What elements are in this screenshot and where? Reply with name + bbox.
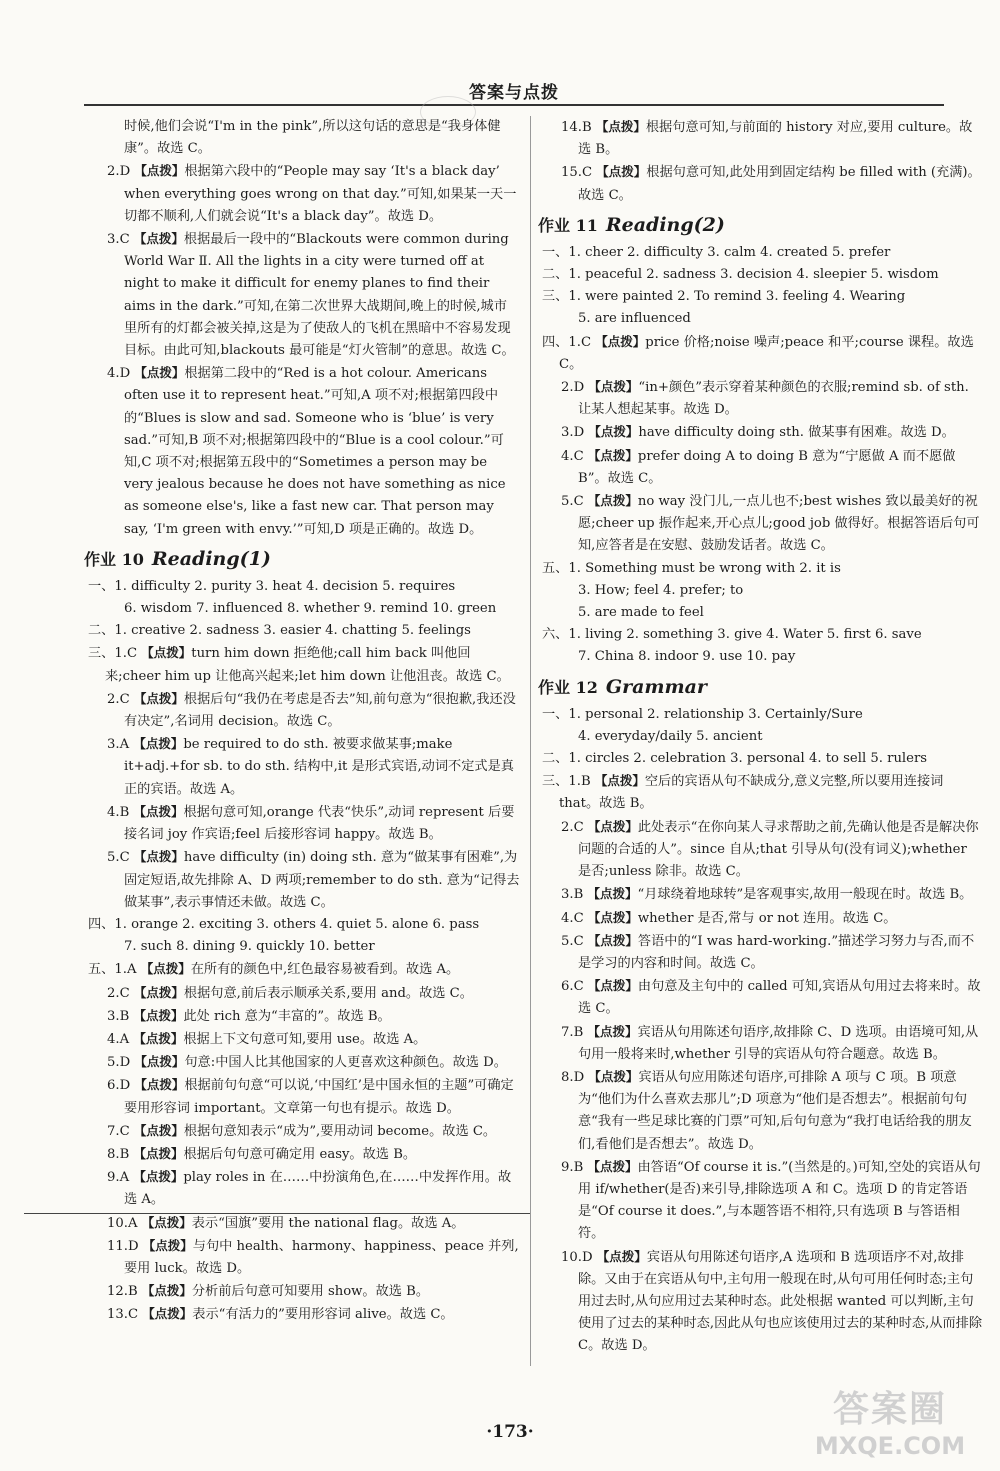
watermark-line2: MXQE.COM (814, 1432, 966, 1460)
answer-line: 3.D 【点拨】have difficulty doing sth. 做某事有困难。故选 D。 (561, 424, 955, 441)
answer-line: 5.C 【点拨】no way 没门儿,一点儿也不;best wishes 致以最美好的祝愿;cheer up 振作起来,开心点儿;good job 做得好。根据答语后句可知,应答者是在安慰、鼓励发话者。故选 C。 (561, 493, 980, 554)
dianbo-marker: 【点拨】 (587, 932, 638, 948)
answer-line: 2.C 【点拨】根据句意,前后表示顺承关系,要用 and。故选 C。 (107, 984, 473, 1001)
answer-line: 3. How; feel 4. prefer; to (578, 582, 744, 598)
answer-line: 3.A 【点拨】be required to do sth. 被要求做某事;make it+adj.+for sb. to do sth. 结构中,it 是形式宾语,动词不定式是真正的宾语。故选 A。 (107, 736, 514, 797)
dianbo-marker: 【点拨】 (133, 849, 184, 865)
answer-line: 11.D 【点拨】与句中 health、harmony、happiness、peace 并列,要用 luck。故选 D。 (107, 1237, 519, 1276)
dianbo-marker: 【点拨】 (133, 1169, 184, 1185)
answer-line: 4.A 【点拨】根据上下文句意可知,要用 use。故选 A。 (107, 1030, 427, 1047)
answer-line: 2.C 【点拨】此处表示“在你向某人寻求帮助之前,先确认他是否是解决你问题的合适的人”。since 自从;that 引导从句(没有词义);whether 是否;unless 除非。故选 C。 (561, 818, 979, 880)
answer-line: 7.B 【点拨】宾语从句用陈述句语序,故排除 C、D 选项。由语境可知,从句用一般将来时,whether 引导的宾语从句符合题意。故选 B。 (561, 1023, 979, 1062)
dianbo-marker: 【点拨】 (134, 365, 185, 381)
dianbo-marker: 【点拨】 (133, 1122, 184, 1138)
answer-line: 三、1.B 【点拨】空后的宾语从句不缺成分,意义完整,所以要用连接词 that。故选 B。 (542, 773, 944, 812)
answer-line: 13.C 【点拨】表示“有活力的”要用形容词 alive。故选 C。 (107, 1306, 454, 1323)
section-title (538, 671, 982, 704)
dianbo-marker: 【点拨】 (141, 1214, 192, 1230)
answer-line: 一、1. difficulty 2. purity 3. heat 4. decision 5. requires (88, 578, 456, 594)
answer-line: 一、1. personal 2. relationship 3. Certainly/Sure (542, 706, 863, 722)
answer-line: 7. such 8. dining 9. quickly 10. better (124, 939, 375, 955)
dianbo-marker: 【点拨】 (587, 493, 638, 509)
dianbo-marker: 【点拨】 (587, 1158, 638, 1174)
dianbo-marker: 【点拨】 (134, 1077, 185, 1093)
answer-line: 三、1.C 【点拨】turn him down 拒绝他;call him back 叫他回来;cheer him up 让他高兴起来;let him down 让他沮丧。故选 C。 (88, 645, 510, 684)
header-rule (84, 104, 944, 106)
answer-line: 8.B 【点拨】根据后句句意可确定用 easy。故选 B。 (107, 1145, 417, 1162)
answer-line: 5.C 【点拨】答语中的“I was hard-working.”描述学习努力与否,而不是学习的内容和时间。故选 C。 (561, 932, 975, 971)
section-number: 作业 12 (538, 677, 598, 697)
answer-line: 五、1. Something must be wrong with 2. it is (542, 560, 841, 576)
dianbo-marker: 【点拨】 (133, 803, 184, 819)
dianbo-marker: 【点拨】 (133, 690, 184, 706)
answer-line: 四、1.C 【点拨】price 价格;noise 噪声;peace 和平;course 课程。故选 C。 (542, 333, 974, 372)
answer-line: 时候,他们会说“I'm in the pink”,所以这句话的意思是“我身体健康”。故选 C。 (124, 119, 501, 157)
answer-line: 4.D 【点拨】根据第二段中的“Red is a hot colour. Americans often use it to represent heat.”可知,A 项不对;根据第四段中的“Blues is slow and sad. Someone who is ‘blue’ is very sad.”可知,B 项不对;根据第四段中的“Blue is a cool colour.”可知,C 项不对;根据第五段中的“Sometimes a person may be very jealous because he does not have something as nice as someone else's, like a fast new car. That person may say, ‘I'm green with envy.’”可知,D 项是正确的。故选 D。 (107, 365, 506, 537)
dianbo-marker: 【点拨】 (133, 1030, 184, 1046)
lower-left-rule (24, 1213, 530, 1214)
section-number: 作业 11 (538, 215, 598, 235)
answer-line: 14.B 【点拨】根据句意可知,与前面的 history 对应,要用 culture。故选 B。 (561, 119, 973, 158)
section-name: Reading(1) (151, 547, 271, 570)
answer-line: 4.C 【点拨】whether 是否,常与 or not 连用。故选 C。 (561, 909, 897, 926)
answer-line: 一、1. cheer 2. difficulty 3. calm 4. created 5. prefer (542, 244, 891, 260)
dianbo-marker: 【点拨】 (594, 773, 645, 789)
answer-line: 4. everyday/daily 5. ancient (578, 728, 763, 744)
section-number: 作业 10 (84, 549, 144, 569)
dianbo-marker: 【点拨】 (595, 119, 646, 134)
dianbo-marker: 【点拨】 (133, 1007, 184, 1023)
answer-line: 10.A 【点拨】表示“国旗”要用 the national flag。故选 A。 (107, 1214, 465, 1231)
dianbo-marker: 【点拨】 (588, 1068, 639, 1084)
answer-line: 2.C 【点拨】根据后句“我仍在考虑是否去”知,前句意为“很抱歉,我还没有决定”,名词用 decision。故选 C。 (107, 690, 516, 730)
dianbo-marker: 【点拨】 (587, 818, 638, 834)
dianbo-marker: 【点拨】 (587, 1023, 638, 1039)
dianbo-marker: 【点拨】 (133, 1145, 184, 1161)
answer-line: 3.C 【点拨】根据最后一段中的“Blackouts were common during World War Ⅱ. All the lights in a city were turned off at night to make it difficult for enemy planes to find their aims in the dark.”可知,在第二次世界大战期间,晚上的时候,城市里所有的灯都会被关掉,这是为了使敌人的飞机在黑暗中不容易发现目标。由此可知,blackouts 最可能是“灯火管制”的意思。故选 C。 (107, 231, 515, 359)
dianbo-marker: 【点拨】 (133, 984, 184, 1000)
answer-line: 六、1. living 2. something 3. give 4. Water 5. first 6. save (542, 627, 922, 643)
answer-line: 8.D 【点拨】宾语从句应用陈述句语序,可排除 A 项与 C 项。B 项意为“他们为什么喜欢去那儿”;D 项意为“他们是否想去”。根据前句句意“我有一些足球比赛的门票”可知,后句句意为“我打电话给我的朋友们,看他们是否想去”。故选 D。 (561, 1068, 972, 1152)
dianbo-marker: 【点拨】 (133, 231, 184, 247)
answer-line: 5. are made to feel (578, 605, 704, 621)
dianbo-marker: 【点拨】 (596, 164, 647, 180)
dianbo-marker: 【点拨】 (595, 333, 646, 349)
page-header-title: 答案与点拨 (469, 83, 559, 103)
answer-line: 7. China 8. indoor 9. use 10. pay (578, 649, 796, 665)
dianbo-marker: 【点拨】 (588, 379, 639, 395)
answer-line: 6.D 【点拨】根据前句句意“可以说,‘中国红’是中国永恒的主题”可确定要用形容词 important。文章第一句也有提示。故选 D。 (107, 1077, 514, 1116)
section-name: Reading(2) (605, 213, 725, 236)
watermark-logo (800, 1388, 980, 1468)
answer-line: 12.B 【点拨】分析前后句意可知要用 show。故选 B。 (107, 1283, 430, 1300)
section-title (84, 543, 520, 576)
answer-line: 五、1.A 【点拨】在所有的颜色中,红色最容易被看到。故选 A。 (88, 961, 460, 978)
dianbo-marker: 【点拨】 (142, 1237, 193, 1253)
dianbo-marker: 【点拨】 (587, 909, 638, 925)
answer-line: 7.C 【点拨】根据句意知表示“成为”,要用动词 become。故选 C。 (107, 1122, 497, 1139)
answer-line: 5. are influenced (578, 311, 691, 327)
answer-line: 6. wisdom 7. influenced 8. whether 9. remind 10. green (124, 601, 497, 617)
column-divider (530, 116, 531, 1366)
answer-line: 5.C 【点拨】have difficulty (in) doing sth. 意为“做某事有困难”,为固定短语,故先排除 A、D 两项;remember to do sth. 意为“记得去做某事”,表示事情还未做。故选 C。 (107, 849, 520, 910)
dianbo-marker: 【点拨】 (142, 1306, 193, 1322)
dianbo-marker: 【点拨】 (588, 424, 639, 440)
dianbo-marker: 【点拨】 (596, 1248, 647, 1264)
dianbo-marker: 【点拨】 (141, 1283, 192, 1299)
answer-line: 二、1. peaceful 2. sadness 3. decision 4. sleepier 5. wisdom (542, 267, 939, 283)
answer-line: 3.B 【点拨】此处 rich 意为“丰富的”。故选 B。 (107, 1007, 391, 1024)
answer-line: 4.C 【点拨】prefer doing A to doing B 意为“宁愿做 A 而不愿做 B”。故选 C。 (561, 447, 956, 486)
right-column (538, 116, 983, 1358)
section-title (538, 209, 982, 242)
left-column (84, 116, 520, 1327)
answer-line: 四、1. orange 2. exciting 3. others 4. quiet 5. alone 6. pass (88, 916, 480, 932)
answer-line: 2.D 【点拨】根据第六段中的“People may say ‘It's a black day’ when everything goes wrong on that day.”可知,如果某一天一切都不顺利,人们就会说“It's a black day”。故选 D。 (107, 163, 517, 224)
dianbo-marker: 【点拨】 (587, 447, 638, 463)
answer-line: 二、1. circles 2. celebration 3. personal 4. to sell 5. rulers (542, 751, 928, 767)
answer-line: 5.D 【点拨】句意:中国人比其他国家的人更喜欢这种颜色。故选 D。 (107, 1054, 507, 1071)
page-number: ·173· (486, 1422, 534, 1442)
dianbo-marker: 【点拨】 (141, 645, 192, 661)
dianbo-marker: 【点拨】 (134, 1054, 185, 1070)
answer-line: 10.D 【点拨】宾语从句用陈述句语序,A 选项和 B 选项语序不对,故排除。又由于在宾语从句中,主句用一般现在时,从句可用任何时态;主句用过去时,从句应用过去某种时态。此处根据 wanted 可以判断,主句使用了过去的某种时态,因此从句也应该使用过去的某种时态,从而排除 C。故选 D。 (561, 1248, 983, 1354)
section-name: Grammar (605, 675, 707, 698)
answer-line: 15.C 【点拨】根据句意可知,此处用到固定结构 be filled with (充满)。故选 C。 (561, 164, 981, 203)
dianbo-marker: 【点拨】 (587, 886, 638, 902)
answer-line: 三、1. were painted 2. To remind 3. feeling 4. Wearing (542, 289, 906, 305)
answer-line: 6.C 【点拨】由句意及主句中的 called 可知,宾语从句用过去将来时。故选 C。 (561, 978, 981, 1017)
answer-line: 二、1. creative 2. sadness 3. easier 4. chatting 5. feelings (88, 623, 471, 639)
answer-line: 2.D 【点拨】“in+颜色”表示穿着某种颜色的衣服;remind sb. of sth. 让某人想起某事。故选 D。 (561, 379, 969, 418)
dianbo-marker: 【点拨】 (134, 163, 185, 179)
answer-line: 3.B 【点拨】“月球绕着地球转”是客观事实,故用一般现在时。故选 B。 (561, 886, 973, 903)
dianbo-marker: 【点拨】 (133, 736, 184, 752)
answer-line: 4.B 【点拨】根据句意可知,orange 代表“快乐”,动词 represent 后要接名词 joy 作宾语;feel 后接形容词 happy。故选 B。 (107, 803, 515, 843)
answer-line: 9.A 【点拨】play roles in 在……中扮演角色,在……中发挥作用。故选 A。 (107, 1169, 512, 1208)
watermark-line1: 答案圈 (832, 1389, 947, 1430)
dianbo-marker: 【点拨】 (587, 978, 638, 994)
answer-line: 9.B 【点拨】由答语“Of course it is.”(当然是的。)可知,空处的宾语从句用 if/whether(是否)来引导,排除选项 A 和 C。选项 D 的肯定答语是“Of course it does.”,与本题答语不相符,只有选项 B 与答语相符。 (561, 1158, 981, 1242)
dianbo-marker: 【点拨】 (140, 961, 191, 977)
